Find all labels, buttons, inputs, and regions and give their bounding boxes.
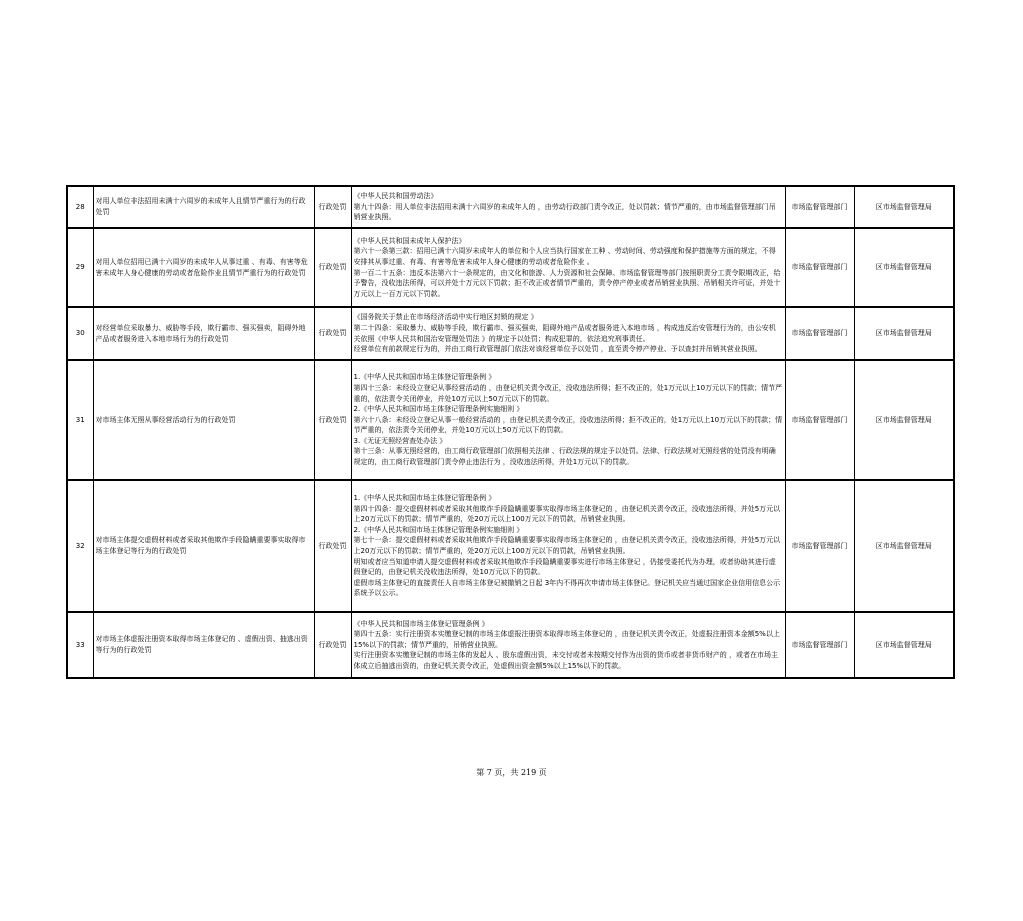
- executing-agency: 区市场监督管理局: [854, 186, 954, 228]
- legal-basis-line: 明知或者应当知道申请人提交虚假材料或者采取其他欺诈手段隐瞒重要事实进行市场主体登记 ，仍接受委托代为办理，或者协助其进行虚假登记的，由登记机关没收违法所得，处10万元以下的罚款。: [353, 557, 776, 577]
- legal-basis-line: 《中华人民共和国未成年人保护法》: [353, 236, 466, 245]
- penalty-type: 行政处罚: [314, 480, 351, 612]
- legal-basis-line: 第二十四条：采取暴力、威胁等手段，欺行霸市、强买强卖，阻碍外地产品或者服务进入本地市场 ，构成违反治安管理行为的，由公安机关依照《中华人民共和国治安管理处罚法 》的规定予以处罚；构成犯罪的，依法追究刑事责任。: [353, 323, 776, 343]
- legal-basis-line: 第六十八条：未经设立登记从事一般经营活动的 ，由登记机关责令改正，没收违法所得；拒不改正的，处1万元以上10万元以下的罚款；情节严重的，依法责令关闭停业，并处10万元以上50万元以下的罚款。: [353, 415, 783, 435]
- legal-basis-line: 第四十三条：未经设立登记从事经营活动的 ，由登记机关责令改正，没收违法所得；拒不改正的，处1万元以上10万元以下的罚款；情节严重的，依法责令关闭停业，并处10万元以上50万元以下的罚款。: [353, 383, 783, 403]
- table-row: [67, 480, 954, 612]
- table-body: [67, 186, 954, 678]
- legal-basis-line: 3.《无证无照经营查处办法 》: [353, 436, 447, 445]
- responsible-department: 市场监督管理部门: [785, 228, 854, 307]
- row-number: 29: [67, 228, 93, 307]
- legal-basis-line: 第四十四条：提交虚假材料或者采取其他欺诈手段隐瞒重要事实取得市场主体登记的 ，由登记机关责令改正，没收违法所得，并处5万元以上20万元以下的罚款；情节严重的，处20万元以上100万元以下的罚款，吊销营业执照。: [353, 504, 781, 524]
- penalty-type: 行政处罚: [314, 186, 351, 228]
- executing-agency: 区市场监督管理局: [854, 307, 954, 360]
- legal-basis-line: 第四十五条：实行注册资本实缴登记制的市场主体虚报注册资本取得市场主体登记的 ，由登记机关责令改正，处虚报注册资本金额5%以上15%以下的罚款；情节严重的，吊销营业执照。: [353, 630, 780, 649]
- responsible-department: 市场监督管理部门: [785, 480, 854, 612]
- item-name: 对经营单位采取暴力、威胁等手段，欺行霸市、强买强卖，阻碍外地产品或者服务进入本地市场行为的行政处罚: [93, 307, 314, 360]
- legal-basis-line: 虚假市场主体登记的直接责任人自市场主体登记被撤销之日起 3年内不得再次申请市场主体登记。登记机关应当通过国家企业信用信息公示系统予以公示。: [353, 578, 781, 598]
- penalty-type: 行政处罚: [314, 612, 351, 678]
- legal-basis-line: 第六十一条第三款：招用已满十六周岁未成年人的单位和个人应当执行国家在工种 、劳动时间、劳动强度和保护措施等方面的规定，不得安排其从事过重、有毒、有害等危害未成年人身心健康的劳动或者危险作业 。: [353, 247, 776, 266]
- page-number-text: 第 7 页，共 219 页: [476, 768, 547, 777]
- row-number: 30: [67, 307, 93, 360]
- legal-basis-line: 《中华人民共和国市场主体登记管理条例 》: [353, 619, 489, 628]
- item-name: 对用人单位非法招用未满十六周岁的未成年人且情节严重行为的行政处罚: [93, 186, 314, 228]
- responsible-department: 市场监督管理部门: [785, 307, 854, 360]
- legal-basis-line: 经营单位有前款规定行为的，并由工商行政管理部门依法对该经营单位予以处罚 ，直至责令停产停业、予以查封并吊销其营业执照。: [353, 345, 762, 354]
- executing-agency: 区市场监督管理局: [854, 228, 954, 307]
- legal-basis-line: 1.《中华人民共和国市场主体登记管理条例 》: [353, 494, 496, 503]
- item-name: 对市场主体提交虚假材料或者采取其他欺诈手段隐瞒重要事实取得市场主体登记等行为的行政处罚: [93, 480, 314, 612]
- legal-basis-line: 《国务院关于禁止在市场经济活动中实行地区封锁的规定 》: [353, 313, 538, 322]
- legal-basis-line: 2.《中华人民共和国市场主体登记管理条例实施细则 》: [353, 405, 524, 414]
- penalty-type: 行政处罚: [314, 228, 351, 307]
- legal-basis-line: 1.《中华人民共和国市场主体登记管理条例 》: [353, 373, 496, 382]
- item-name: 对用人单位招用已满十六周岁的未成年人从事过重 、有毒、有害等危害未成年人身心健康的劳动或者危险作业且情节严重行为的行政处罚: [93, 228, 314, 307]
- legal-basis-line: 第一百二十五条：违反本法第六十一条规定的，由文化和旅游、人力资源和社会保障、市场监督管理等部门按照职责分工责令限期改正，给予警告，没收违法所得，可以并处十万元以下罚款；拒不改正或者情节严重的，责令停产停业或者吊销营业执照、吊销相关许可证，并处十万元以上一百万元以下罚款。: [353, 268, 781, 298]
- row-number: 32: [67, 480, 93, 612]
- table-row: [67, 612, 954, 678]
- legal-basis-line: 实行注册资本实缴登记制的市场主体的发起人 、股东虚假出资，未交付或者未按期交付作为出资的货币或者非货币财产的 ，或者在市场主体成立后抽逃出资的，由登记机关责令改正，处虚假出资金额5%以上15%以下的罚款。: [353, 651, 778, 670]
- penalty-type: 行政处罚: [314, 307, 351, 360]
- legal-basis: [351, 228, 785, 307]
- executing-agency: 区市场监督管理局: [854, 612, 954, 678]
- legal-basis: [351, 480, 785, 612]
- row-number: 33: [67, 612, 93, 678]
- legal-basis: [351, 186, 785, 228]
- legal-basis-line: 《中华人民共和国劳动法》: [353, 192, 438, 201]
- item-name: 对市场主体无照从事经营活动行为的行政处罚: [93, 360, 314, 480]
- responsible-department: 市场监督管理部门: [785, 612, 854, 678]
- penalty-type: 行政处罚: [314, 360, 351, 480]
- legal-basis-line: 第七十一条：提交虚假材料或者采取其他欺诈手段隐瞒重要事实取得市场主体登记的 ，由登记机关责令改正，没收违法所得，并处5万元以上20万元以下的罚款；情节严重的，处20万元以上100万元以下的罚款，吊销营业执照。: [353, 536, 781, 555]
- executing-agency: 区市场监督管理局: [854, 360, 954, 480]
- responsible-department: 市场监督管理部门: [785, 186, 854, 228]
- row-number: 31: [67, 360, 93, 480]
- legal-basis: [351, 360, 785, 480]
- executing-agency: 区市场监督管理局: [854, 480, 954, 612]
- row-number: 28: [67, 186, 93, 228]
- legal-basis-line: 第十三条：从事无照经营的，由工商行政管理部门依照相关法律 、行政法规的规定予以处罚。法律、行政法规对无照经营的处罚没有明确规定的，由工商行政管理部门责令停止违法行为 ，没收违法所得，并处1万元以下的罚款。: [353, 447, 776, 467]
- legal-basis: [351, 307, 785, 360]
- legal-basis: [351, 612, 785, 678]
- penalty-table: [66, 185, 955, 679]
- table-row: [67, 307, 954, 360]
- page-footer: [0, 767, 1023, 778]
- legal-basis-line: 2.《中华人民共和国市场主体登记管理条例实施细则 》: [353, 525, 524, 534]
- legal-basis-line: 第九十四条：用人单位非法招用未满十六周岁的未成年人的 ，由劳动行政部门责令改正，处以罚款；情节严重的，由市场监督管理部门吊销营业执照。: [353, 202, 776, 222]
- table-row: [67, 186, 954, 228]
- item-name: 对市场主体虚报注册资本取得市场主体登记的 、虚假出资、抽逃出资等行为的行政处罚: [93, 612, 314, 678]
- responsible-department: 市场监督管理部门: [785, 360, 854, 480]
- table-row: [67, 228, 954, 307]
- table-row: [67, 360, 954, 480]
